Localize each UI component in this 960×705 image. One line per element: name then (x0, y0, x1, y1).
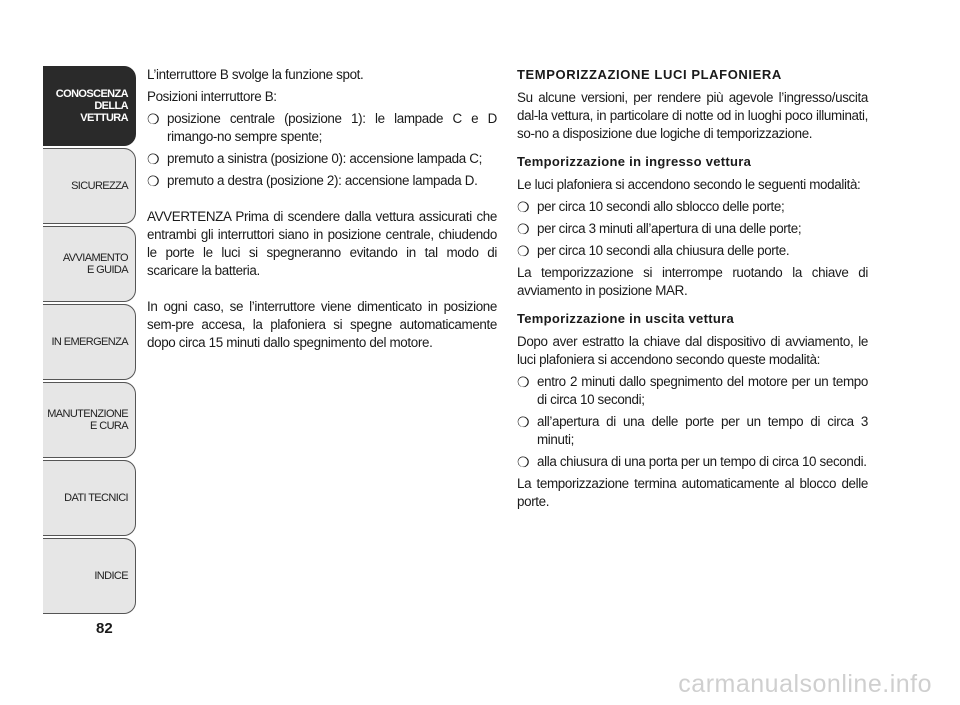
paragraph: La temporizzazione termina automaticamente al blocco delle porte. (517, 476, 868, 509)
paragraph: In ogni caso, se l’interruttore viene dimenticato in posizione sem-pre accesa, la plafoniera si spegne automaticamente dopo circa 15 minuti dallo spegnimento del motore. (147, 299, 497, 350)
list-item (147, 110, 497, 146)
section-heading: TEMPORIZZAZIONE LUCI PLAFONIERA (517, 67, 782, 82)
list-item (517, 242, 868, 260)
warning-paragraph: AVVERTENZA Prima di scendere dalla vettura assicurati che entrambi gli interruttori siano in posizione centrale, chiudendo le porte le luci si spegneranno evitando in tal modo di scaricare la batteria. (147, 209, 497, 278)
list-item-text: premuto a destra (posizione 2): accensione lampada D. (167, 173, 478, 188)
list-item-text: premuto a sinistra (posizione 0): accensione lampada C; (167, 151, 482, 166)
tab-label: CONOSCENZA DELLA VETTURA (55, 88, 128, 124)
list-item (517, 198, 868, 216)
list-item (147, 172, 497, 190)
tab-conoscenza-della-vettura[interactable] (43, 66, 136, 146)
tab-avviamento-e-guida[interactable] (43, 226, 136, 302)
tab-in-emergenza[interactable] (43, 304, 136, 380)
watermark: carmanualsonline.info (678, 670, 932, 698)
circle-bullet-icon: ❍ (517, 221, 530, 237)
chapter-tabs (43, 66, 136, 616)
circle-bullet-icon: ❍ (517, 414, 530, 430)
right-column (517, 66, 868, 515)
left-column (147, 66, 497, 356)
list-item (517, 220, 868, 238)
list-item (517, 413, 868, 449)
tab-dati-tecnici[interactable] (43, 460, 136, 536)
paragraph: La temporizzazione si interrompe ruotando la chiave di avviamento in posizione MAR. (517, 265, 868, 298)
list-item-text: posizione centrale (posizione 1): le lampade C e D rimango-no sempre spente; (167, 111, 497, 144)
paragraph: L’interruttore B svolge la funzione spot. (147, 67, 364, 82)
tab-label: SICUREZZA (71, 180, 128, 192)
circle-bullet-icon: ❍ (147, 111, 160, 127)
subsection-heading-uscita: Temporizzazione in uscita vettura (517, 311, 734, 326)
list-item-text: alla chiusura di una porta per un tempo di circa 10 secondi. (537, 454, 867, 469)
tab-label: AVVIAMENTO E GUIDA (62, 252, 128, 276)
circle-bullet-icon: ❍ (517, 374, 530, 390)
switch-positions-list (147, 110, 497, 190)
ingresso-list (517, 198, 868, 260)
paragraph: Su alcune versioni, per rendere più agevole l’ingresso/uscita dal-la vettura, in particolare di notte od in luoghi poco illuminati, so-no a disposizione due logiche di temporizzazione. (517, 90, 868, 141)
uscita-list (517, 373, 868, 471)
circle-bullet-icon: ❍ (147, 173, 160, 189)
tab-sicurezza[interactable] (43, 148, 136, 224)
list-item-text: per circa 10 secondi alla chiusura delle porte. (537, 243, 790, 258)
tab-label: IN EMERGENZA (51, 336, 128, 348)
tab-label: INDICE (94, 570, 128, 582)
circle-bullet-icon: ❍ (517, 243, 530, 259)
tab-label: MANUTENZIONE E CURA (47, 408, 128, 432)
list-item-text: per circa 10 secondi allo sblocco delle porte; (537, 199, 785, 214)
list-item (147, 150, 497, 168)
page-number: 82 (96, 620, 113, 637)
tab-manutenzione-e-cura[interactable] (43, 382, 136, 458)
circle-bullet-icon: ❍ (147, 151, 160, 167)
list-item-text: all’apertura di una delle porte per un tempo di circa 3 minuti; (537, 414, 868, 447)
paragraph: Posizioni interruttore B: (147, 89, 277, 104)
list-item (517, 373, 868, 409)
list-item (517, 453, 868, 471)
list-item-text: per circa 3 minuti all’apertura di una delle porte; (537, 221, 802, 236)
list-item-text: entro 2 minuti dallo spegnimento del motore per un tempo di circa 10 secondi; (537, 374, 868, 407)
circle-bullet-icon: ❍ (517, 454, 530, 470)
paragraph: Le luci plafoniera si accendono secondo le seguenti modalità: (517, 177, 861, 192)
paragraph: Dopo aver estratto la chiave dal dispositivo di avviamento, le luci plafoniera si accendono secondo queste modalità: (517, 334, 868, 367)
tab-indice[interactable] (43, 538, 136, 614)
circle-bullet-icon: ❍ (517, 199, 530, 215)
tab-label: DATI TECNICI (64, 492, 128, 504)
subsection-heading-ingresso: Temporizzazione in ingresso vettura (517, 154, 752, 169)
